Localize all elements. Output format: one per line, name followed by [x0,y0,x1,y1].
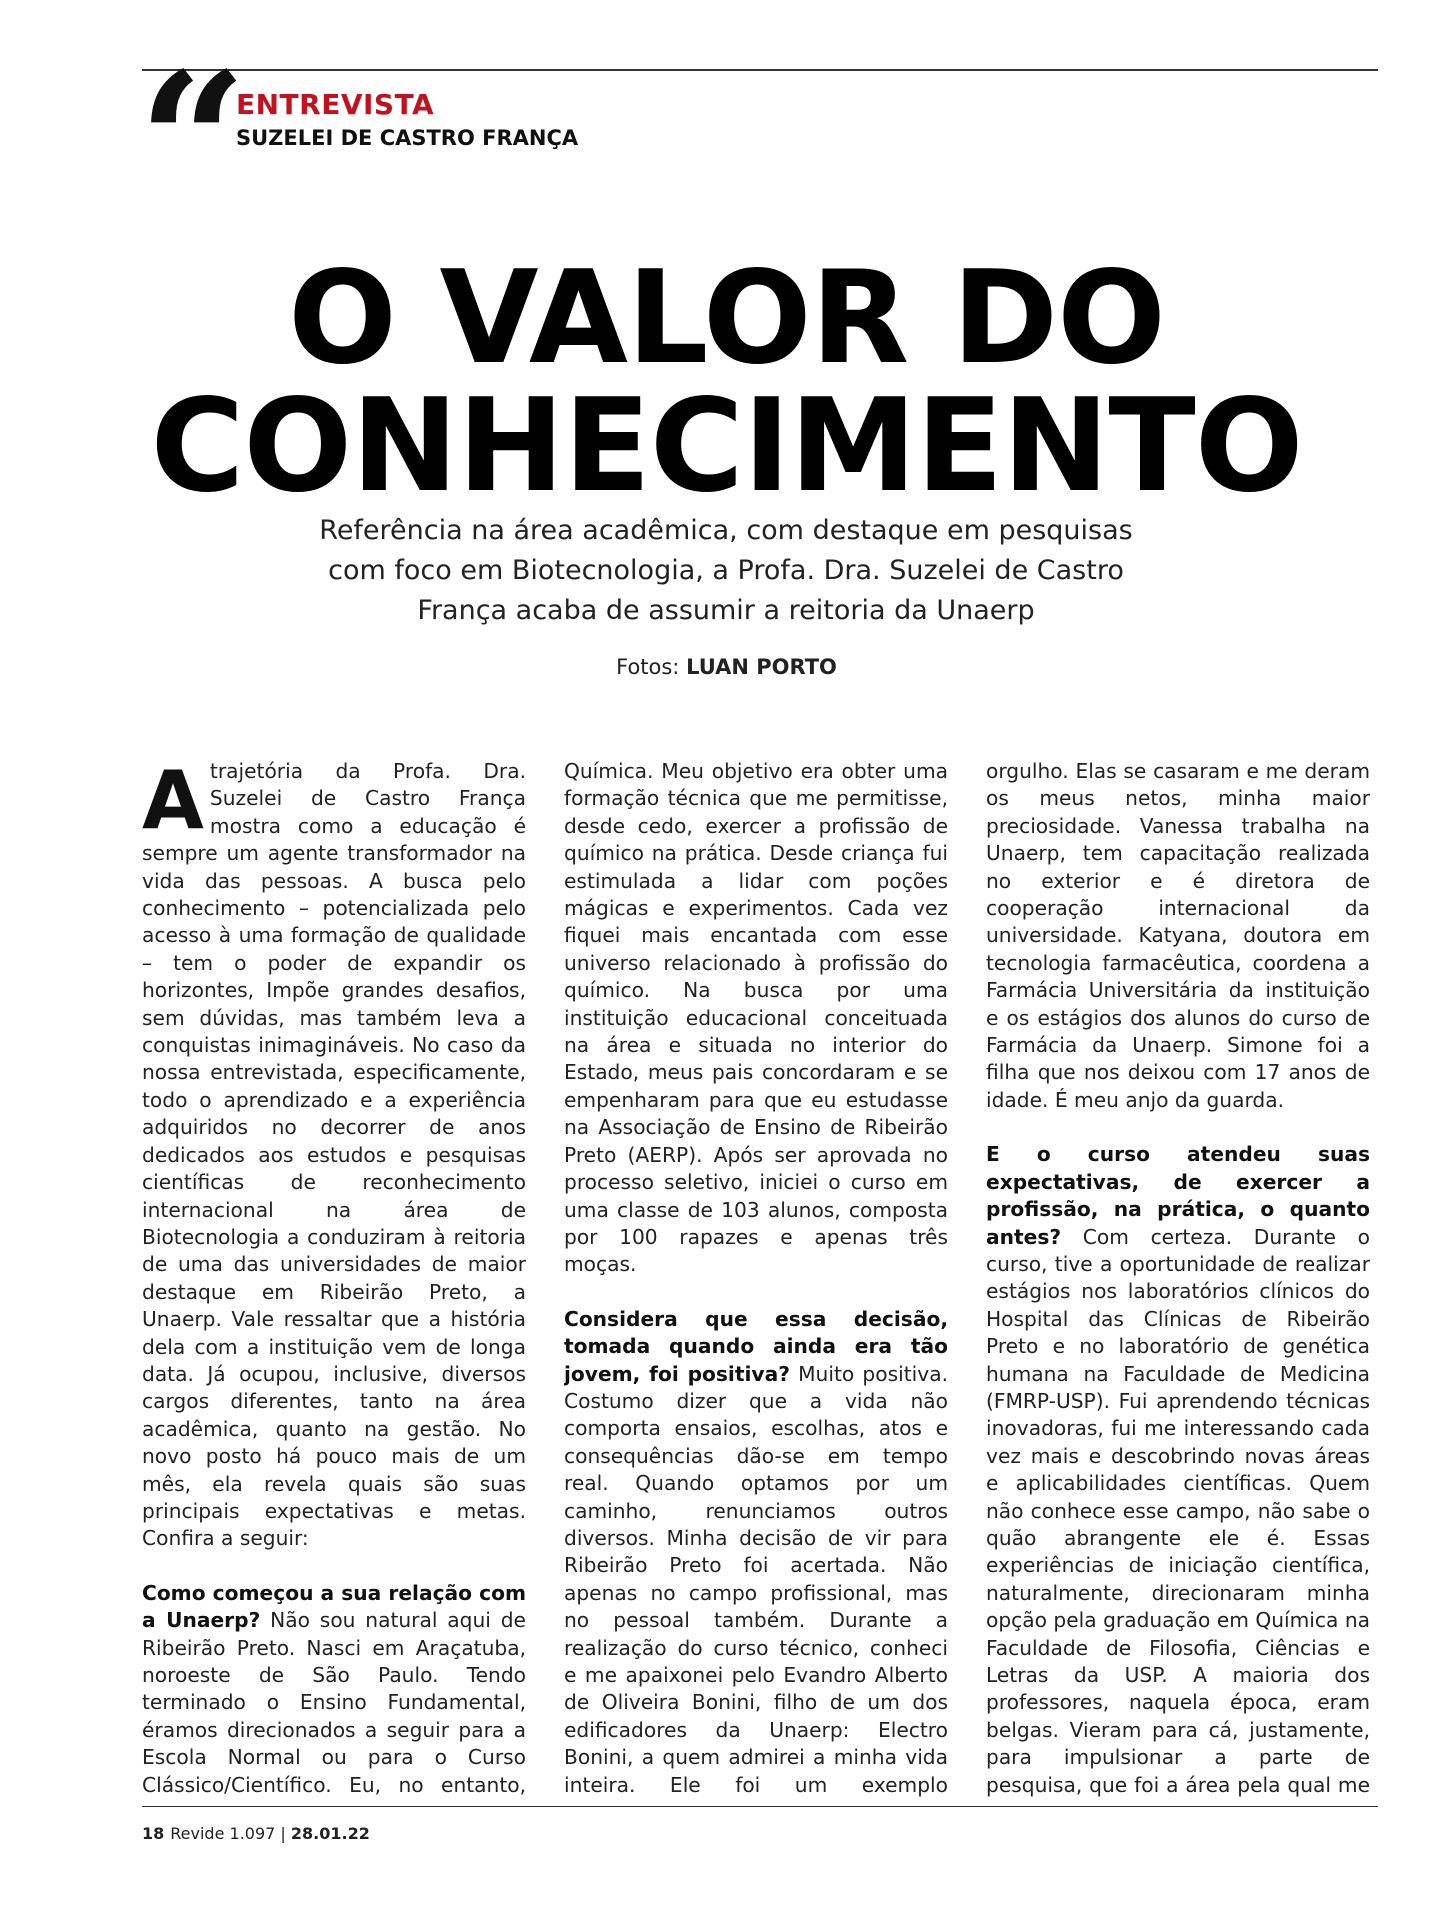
footer-separator: | [275,1824,291,1843]
deck-line-2: com foco em Biotecnologia, a Profa. Dra. Suzelei de Castro [328,555,1124,586]
question-2: Considera que essa decisão, tomada quando ainda era tão jovem, foi positiva? [564,1306,948,1386]
deck-line-3: França acaba de assumir a reitoria da Unaerp [417,595,1035,626]
section-label: ENTREVISTA [236,88,435,121]
quote-mark-icon: “ [138,31,234,254]
photo-credit [0,655,1453,679]
drop-cap: A [142,758,204,847]
answer-2-part-2: orgulho. Elas se casaram e me deram os meus netos, minha maior preciosidade. Vanessa trabalha na Unaerp, tem capacitação realizada no exterior e é diretora de cooperação internacional da universidade. Katyana, doutora em tecnologia farmacêutica, coordena a Farmácia Universitária da instituição e os estágios dos alunos do curso de Farmácia da Unaerp. Simone foi a filha que nos deixou com 17 anos de idade. É meu anjo da guarda. [986,759,1370,1112]
deck-line-1: Referência na área acadêmica, com destaque em pesquisas [319,515,1133,546]
column-1 [142,758,526,1798]
column-3 [986,758,1370,1798]
answer-2-part-1: Muito positiva. Costumo dizer que a vida não comporta ensaios, escolhas, atos e consequências dão-se em tempo real. Quando optamos por um caminho, renunciamos outros diversos. Minha decisão de vir para Ribeirão Preto foi acertada. Não apenas no campo profissional, mas no pessoal também. Durante a realização do curso técnico, conheci e me apaixonei pelo Evandro Alberto de Oliveira Bonini, filho de um dos edificadores da Unaerp: Electro Bonini, a quem admirei a minha vida inteira. Ele foi um exemplo [564,1361,948,1797]
question-3: E o curso atendeu suas expectativas, de exercer a profissão, na prática, o quanto antes? [986,1142,1370,1249]
intro-text: trajetória da Profa. Dra. Suzelei de Castro França mostra como a educação é sempre um agente transformador na vida das pessoas. A busca pelo conhecimento – potencializada pelo acesso à uma formação de qualidade – tem o poder de expandir os horizontes, Impõe grandes desafios, sem dúvidas, mas também leva a conquistas inimagináveis. No caso da nossa entrevistada, especificamente, todo o aprendizado e a experiência adquiridos no decorrer de anos dedicados aos estudos e pesquisas científicas de reconhecimento internacional na área de Biotecnologia a conduziram à reitoria de uma das universidades de maior destaque em Ribeirão Preto, a Unaerp. Vale ressaltar que a história dela com a instituição vem de longa data. Já ocupou, inclusive, diversos cargos diferentes, tanto na área acadêmica, quanto na gestão. No novo posto há pouco mais de um mês, ela revela quais são suas principais expectativas e metas. Confira a seguir: [142,759,526,1551]
headline-line-2: CONHECIMENTO [150,372,1303,521]
headline-line-1: O VALOR DO [288,244,1165,393]
bottom-rule [142,1806,1378,1807]
interviewee-name: SUZELEI DE CASTRO FRANÇA [236,126,579,150]
deck [276,511,1176,631]
answer-3: Com certeza. Durante o curso, tive a oportunidade de realizar estágios nos laboratórios clínicos do Hospital das Clínicas de Ribeirão Preto e no laboratório de genética humana na Faculdade de Medicina (FMRP-USP). Fui aprendendo técnicas inovadoras, fui me interessando cada vez mais e descobrindo novas áreas e aplicabilidades científicas. Quem não conhece esse campo, não sabe o quão abrangente ele é. Essas experiências de iniciação científica, naturalmente, direcionaram minha opção pela graduação em Química na Faculdade de Filosofia, Ciências e Letras da USP. A maioria dos professores, naquela época, eram belgas. Vieram para cá, justamente, para impulsionar a parte de pesquisa, que foi a área pela qual me [986,1224,1370,1797]
issue-date: 28.01.22 [290,1824,370,1843]
page-footer [142,1824,370,1843]
magazine-issue: Revide 1.097 [170,1824,276,1843]
photo-credit-label: Fotos: [616,655,687,679]
column-2 [564,758,948,1798]
question-1: Como começou a sua relação com a Unaerp? [142,1580,526,1633]
answer-1-part-2: Química. Meu objetivo era obter uma formação técnica que me permitisse, desde cedo, exercer a profissão de químico na prática. Desde criança fui estimulada a lidar com poções mágicas e experimentos. Cada vez fiquei mais encantada com esse universo relacionado à profissão do químico. Na busca por uma instituição educacional conceituada na área e situada no interior do Estado, meus pais concordaram e se empenharam para que eu estudasse na Associação de Ensino de Ribeirão Preto (AERP). Após ser aprovada no processo seletivo, iniciei o curso em uma classe de 103 alunos, composta por 100 rapazes e apenas três moças. [564,759,948,1277]
qa-1-part-1 [142,1580,526,1798]
headline [0,244,1453,521]
page-number: 18 [142,1824,165,1843]
top-rule [142,69,1378,71]
qa-2-part-1 [564,1306,948,1798]
answer-1-part-1: Não sou natural aqui de Ribeirão Preto. Nasci em Araçatuba, noroeste de São Paulo. Tendo terminado o Ensino Fundamental, éramos direcionados a seguir para a Escola Normal ou para o Curso Clássico/Científico. Eu, no entanto, [142,1608,526,1797]
intro-paragraph [142,758,526,1553]
qa-3 [986,1141,1370,1798]
photographer-name: LUAN PORTO [686,655,837,679]
